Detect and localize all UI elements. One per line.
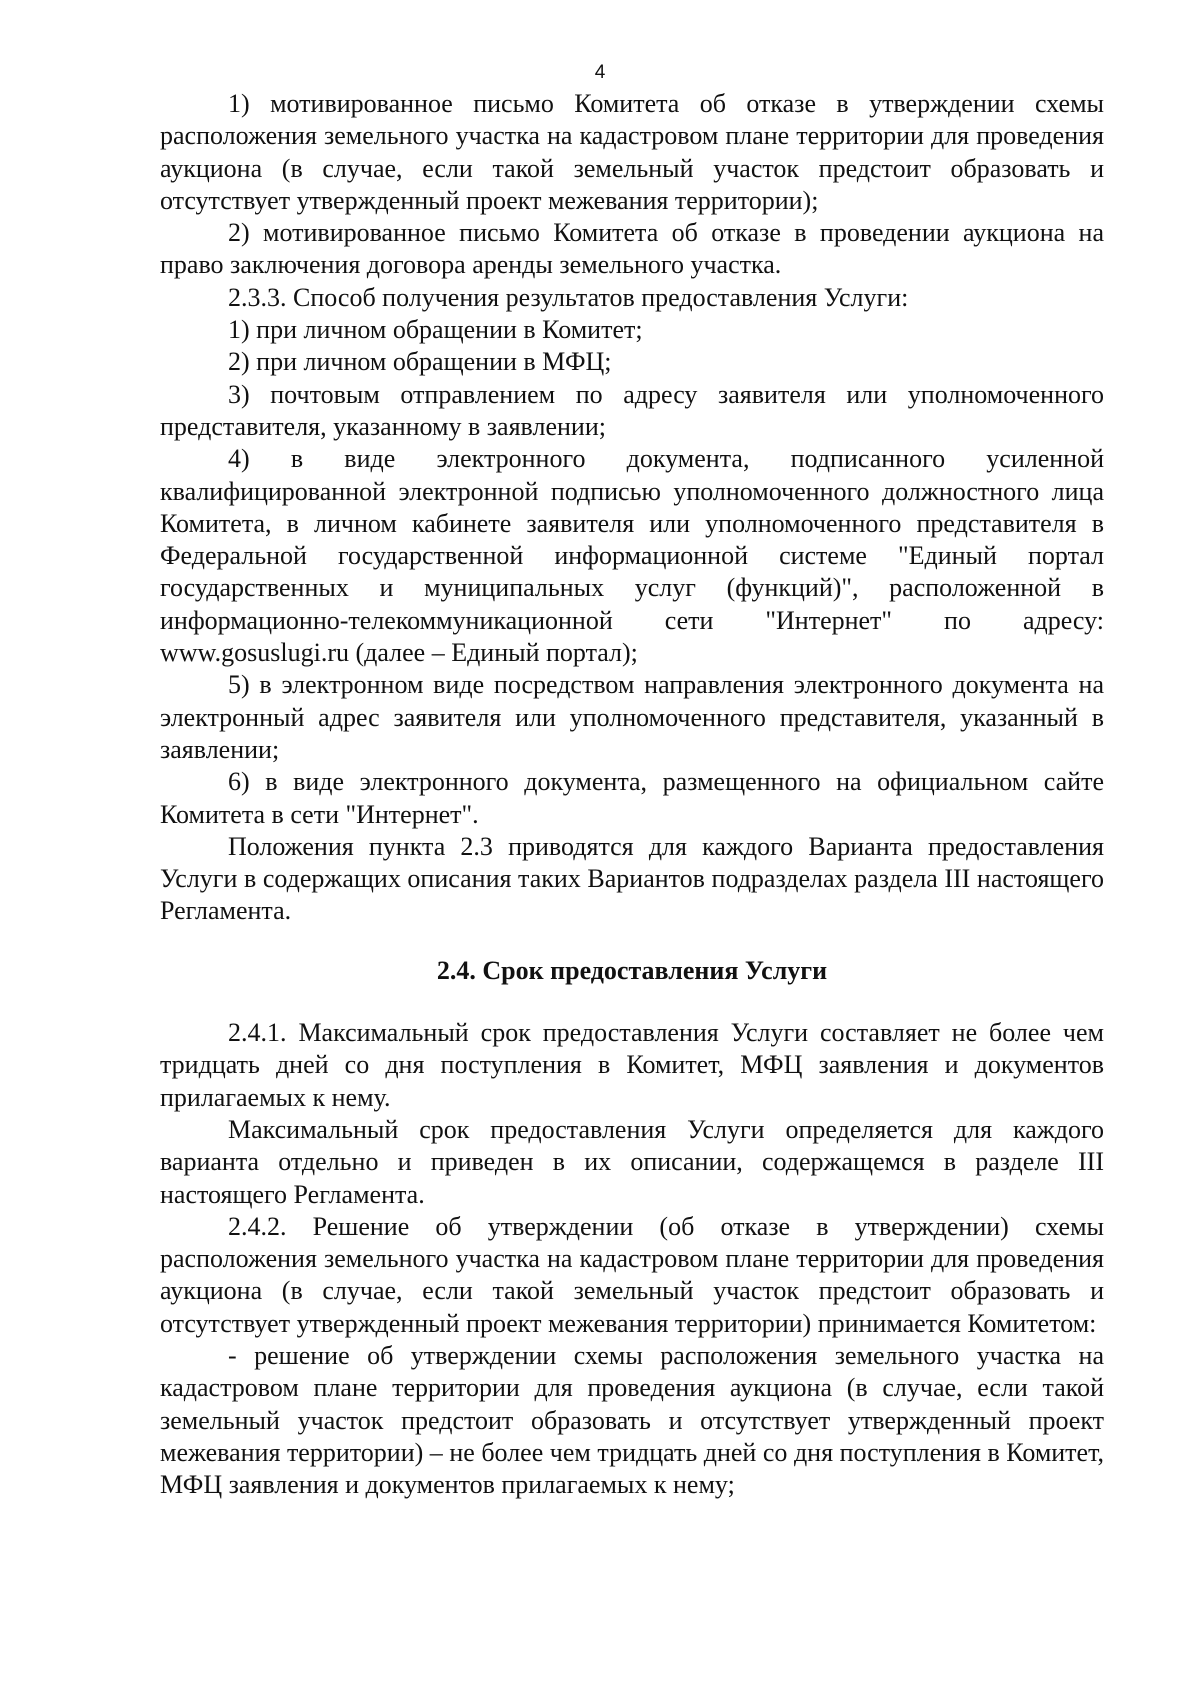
paragraph-method-portal: 4) в виде электронного документа, подписанного усиленной квалифицированной электронной подписью уполномоченного должностного лица Комитета, в личном кабинете заявителя или уполномоченного представителя в Федеральной государственной информационной системе "Единый портал государственных и муниципальных услуг (функций)", расположенной в информационно-телекоммуникационной сети "Интернет" по адресу: www.gosuslugi.ru (далее – Единый портал); [160, 444, 1104, 668]
page-number: 4 [594, 62, 606, 83]
paragraph-method-post: 3) почтовым отправлением по адресу заявителя или уполномоченного представителя, указанному в заявлении; [160, 379, 1104, 441]
paragraph-method-website: 6) в виде электронного документа, размещенного на официальном сайте Комитета в сети "Интернет". [160, 767, 1104, 829]
paragraph-decision-approval: - решение об утверждении схемы расположения земельного участка на кадастровом плане территории для проведения аукциона (в случае, если такой земельный участок предстоит образовать и отсутствует утвержденный проект межевания территории) – не более чем тридцать дней со дня поступления в Комитет, МФЦ заявления и документов прилагаемых к нему; [160, 1340, 1104, 1500]
paragraph-method-email: 5) в электронном виде посредством направления электронного документа на электронный адрес заявителя или уполномоченного представителя, указанный в заявлении; [160, 670, 1104, 764]
paragraph-method-mfc: 2) при личном обращении в МФЦ; [228, 347, 612, 377]
paragraph-result-refusal-scheme: 1) мотивированное письмо Комитета об отказе в утверждении схемы расположения земельного участка на кадастровом плане территории для проведения аукциона (в случае, если такой земельный участок предстоит образовать и отсутствует утвержденный проект межевания территории); [160, 89, 1104, 215]
paragraph-max-term-variants: Максимальный срок предоставления Услуги определяется для каждого варианта отдельно и приведен в их описании, содержащемся в разделе III настоящего Регламента. [160, 1114, 1104, 1209]
paragraph-2-4-1: 2.4.1. Максимальный срок предоставления Услуги составляет не более чем тридцать дней со дня поступления в Комитет, МФЦ заявления и документов прилагаемых к нему. [160, 1018, 1104, 1112]
paragraph-result-refusal-auction: 2) мотивированное письмо Комитета об отказе в проведении аукциона на право заключения договора аренды земельного участка. [160, 218, 1104, 280]
section-heading-2-4: 2.4. Срок предоставления Услуги [436, 955, 828, 985]
paragraph-2-4-2: 2.4.2. Решение об утверждении (об отказе в утверждении) схемы расположения земельного участка на кадастровом плане территории для проведения аукциона (в случае, если такой земельный участок предстоит образовать и отсутствует утвержденный проект межевания территории) принимается Комитетом: [160, 1211, 1104, 1338]
paragraph-variants-note: Положения пункта 2.3 приводятся для каждого Варианта предоставления Услуги в содержащих описания таких Вариантов подразделах раздела III настоящего Регламента. [160, 831, 1104, 926]
paragraph-2-3-3: 2.3.3. Способ получения результатов предоставления Услуги: [228, 282, 909, 312]
document-body [160, 88, 1104, 1501]
paragraph-method-committee: 1) при личном обращении в Комитет; [228, 315, 643, 345]
